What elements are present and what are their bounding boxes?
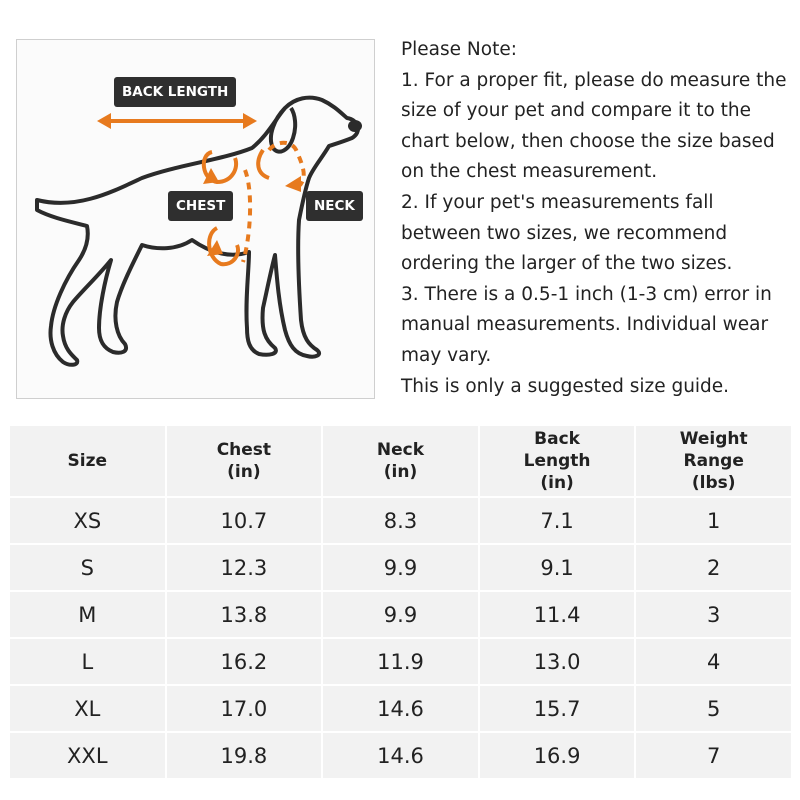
neck-label: NECK	[306, 191, 363, 221]
note-item-1: 1. For a proper fit, please do measure the size of your pet and compare it to the chart below, then choose the size based on the chest measurement.	[401, 69, 787, 183]
cell-size: XL	[9, 685, 166, 732]
size-notes	[401, 35, 796, 402]
header-chest: Chest (in)	[166, 425, 323, 497]
note-item-2: 2. If your pet's measurements fall between two sizes, we recommend ordering the larger of the two sizes.	[401, 191, 733, 275]
measurement-diagram	[16, 39, 375, 399]
table-row	[9, 544, 792, 591]
cell-back-length: 9.1	[479, 544, 636, 591]
notes-heading: Please Note:	[401, 39, 517, 60]
table-header-row	[9, 425, 792, 497]
cell-back-length: 7.1	[479, 497, 636, 544]
cell-size: M	[9, 591, 166, 638]
header-neck: Neck (in)	[322, 425, 479, 497]
cell-size: XXL	[9, 732, 166, 779]
header-size: Size	[9, 425, 166, 497]
cell-weight: 1	[635, 497, 792, 544]
size-chart-table	[8, 424, 793, 780]
chest-label: CHEST	[168, 191, 233, 221]
cell-back-length: 11.4	[479, 591, 636, 638]
table-row	[9, 685, 792, 732]
table-row	[9, 638, 792, 685]
cell-chest: 19.8	[166, 732, 323, 779]
cell-weight: 2	[635, 544, 792, 591]
note-item-3: 3. There is a 0.5-1 inch (1-3 cm) error in manual measurements. Individual wear may vary.	[401, 283, 772, 366]
dog-body-outline	[37, 98, 358, 365]
cell-neck: 9.9	[322, 544, 479, 591]
cell-chest: 12.3	[166, 544, 323, 591]
cell-chest: 10.7	[166, 497, 323, 544]
nose-icon	[348, 120, 362, 132]
back-length-arrow-icon	[97, 113, 257, 129]
table-row	[9, 591, 792, 638]
table-row	[9, 732, 792, 779]
header-back-length: Back Length (in)	[479, 425, 636, 497]
cell-weight: 5	[635, 685, 792, 732]
cell-size: S	[9, 544, 166, 591]
cell-neck: 8.3	[322, 497, 479, 544]
cell-back-length: 16.9	[479, 732, 636, 779]
table-row	[9, 497, 792, 544]
ear-outline	[271, 108, 295, 152]
cell-size: L	[9, 638, 166, 685]
cell-neck: 11.9	[322, 638, 479, 685]
header-weight-range: Weight Range (lbs)	[635, 425, 792, 497]
cell-chest: 13.8	[166, 591, 323, 638]
cell-neck: 14.6	[322, 732, 479, 779]
cell-chest: 17.0	[166, 685, 323, 732]
cell-back-length: 13.0	[479, 638, 636, 685]
cell-weight: 3	[635, 591, 792, 638]
back-length-label: BACK LENGTH	[114, 77, 236, 107]
cell-weight: 4	[635, 638, 792, 685]
cell-neck: 14.6	[322, 685, 479, 732]
cell-neck: 9.9	[322, 591, 479, 638]
cell-size: XS	[9, 497, 166, 544]
notes-footer: This is only a suggested size guide.	[401, 375, 730, 397]
cell-weight: 7	[635, 732, 792, 779]
cell-chest: 16.2	[166, 638, 323, 685]
neck-arrow-heads	[285, 176, 301, 192]
cell-back-length: 15.7	[479, 685, 636, 732]
